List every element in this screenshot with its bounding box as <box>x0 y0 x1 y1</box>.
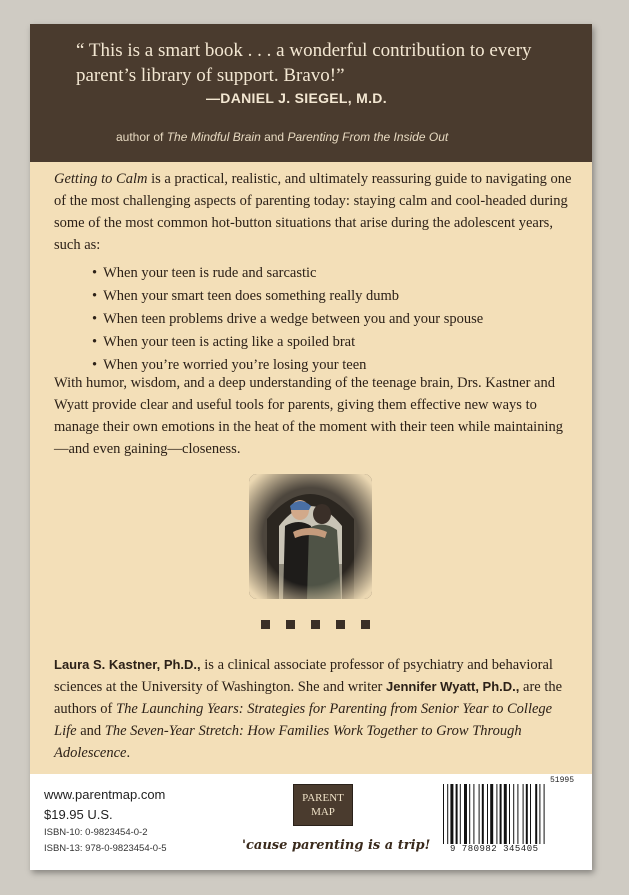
barcode-bar <box>460 784 461 844</box>
barcode-bar <box>464 784 467 844</box>
photo-illustration <box>249 474 372 599</box>
publisher-band <box>30 774 592 870</box>
author-bio: Laura S. Kastner, Ph.D., is a clinical associate professor of psychiatry and behavioral sciences at the University of Washington. She and writer Jennifer Wyatt, Ph.D., are the authors of The Launching Years: Strategies for Parenting from Senior Year to College Life and The Seven-Year Stretch: How Families Work Together to Grow Through Adolescence. <box>54 657 563 761</box>
description-paragraph: With humor, wisdom, and a deep understanding of the teenage brain, Drs. Kastner and Wyatt provide clear and useful tools for parents, giving them effective new ways to manage their own emotions in the heat of the moment with their teen while maintaining—and even gaining—closeness. <box>54 375 563 457</box>
barcode-number: 9 780982 345405 <box>450 844 539 854</box>
barcode-bar <box>490 784 493 844</box>
divider-square <box>311 620 320 629</box>
barcode-bar <box>487 784 488 844</box>
barcode-bar <box>535 784 537 844</box>
barcode-bar <box>479 784 480 844</box>
situation-list <box>92 262 572 377</box>
barcode-bar <box>530 784 531 844</box>
barcode-bar <box>496 784 497 844</box>
barcode-bar <box>517 784 518 844</box>
barcode-bar <box>456 784 458 844</box>
publisher-tagline: 'cause parenting is a trip! <box>242 838 431 853</box>
publisher-website: www.parentmap.com <box>44 787 166 802</box>
list-item: • When you’re worried you’re losing your teen <box>92 354 572 377</box>
list-item: • When your teen is acting like a spoiled brat <box>92 331 572 354</box>
endorsement-credit: author of The Mindful Brain and Parenting From the Inside Out <box>116 130 449 144</box>
list-item: • When your teen is rude and sarcastic <box>92 262 572 285</box>
divider-square <box>286 620 295 629</box>
isbn-10: ISBN-10: 0-9823454-0-2 <box>44 827 148 838</box>
endorsement-quote: “ This is a smart book . . . a wonderful contribution to every parent’s library of support. Bravo!” <box>76 40 532 86</box>
isbn-barcode <box>441 784 575 844</box>
divider-square <box>261 620 270 629</box>
list-item: • When your smart teen does something really dumb <box>92 285 572 308</box>
barcode-bar <box>443 784 444 844</box>
list-item: • When teen problems drive a wedge between you and your spouse <box>92 308 572 331</box>
divider-square <box>336 620 345 629</box>
author-name-wyatt: Jennifer Wyatt, Ph.D., <box>386 679 520 694</box>
endorsement-band <box>30 24 592 162</box>
barcode-bar <box>482 784 484 844</box>
barcode-bar <box>500 784 502 844</box>
barcode-bar <box>539 784 540 844</box>
barcode-bar <box>473 784 474 844</box>
book-title: Getting to Calm <box>54 171 148 187</box>
isbn-13: ISBN-13: 978-0-9823454-0-5 <box>44 843 167 854</box>
book-back-cover <box>30 24 592 870</box>
barcode-bar <box>447 784 448 844</box>
barcode-bar <box>523 784 524 844</box>
author-name-kastner: Laura S. Kastner, Ph.D., <box>54 657 201 672</box>
barcode-price-code: 51995 <box>550 776 575 785</box>
barcode-bar <box>469 784 470 844</box>
barcode-bar <box>504 784 507 844</box>
parent-teen-photo <box>249 474 372 599</box>
price-label: $19.95 U.S. <box>44 807 113 822</box>
intro-paragraph: Getting to Calm is a practical, realistic, and ultimately reassuring guide to navigating one of the most challenging aspects of parenting today: staying calm and cool-headed during some of the most common hot-button situations that arise during the adolescent years, such as: <box>54 171 572 253</box>
parentmap-logo: PARENT MAP <box>293 784 353 826</box>
barcode-bar <box>509 784 510 844</box>
divider-square <box>361 620 370 629</box>
endorsement-author: —DANIEL J. SIEGEL, M.D. <box>206 90 387 106</box>
barcode-bar <box>450 784 453 844</box>
barcode-bar <box>544 784 545 844</box>
barcode-bar <box>526 784 528 844</box>
barcode-bar <box>513 784 514 844</box>
section-divider <box>261 620 370 629</box>
